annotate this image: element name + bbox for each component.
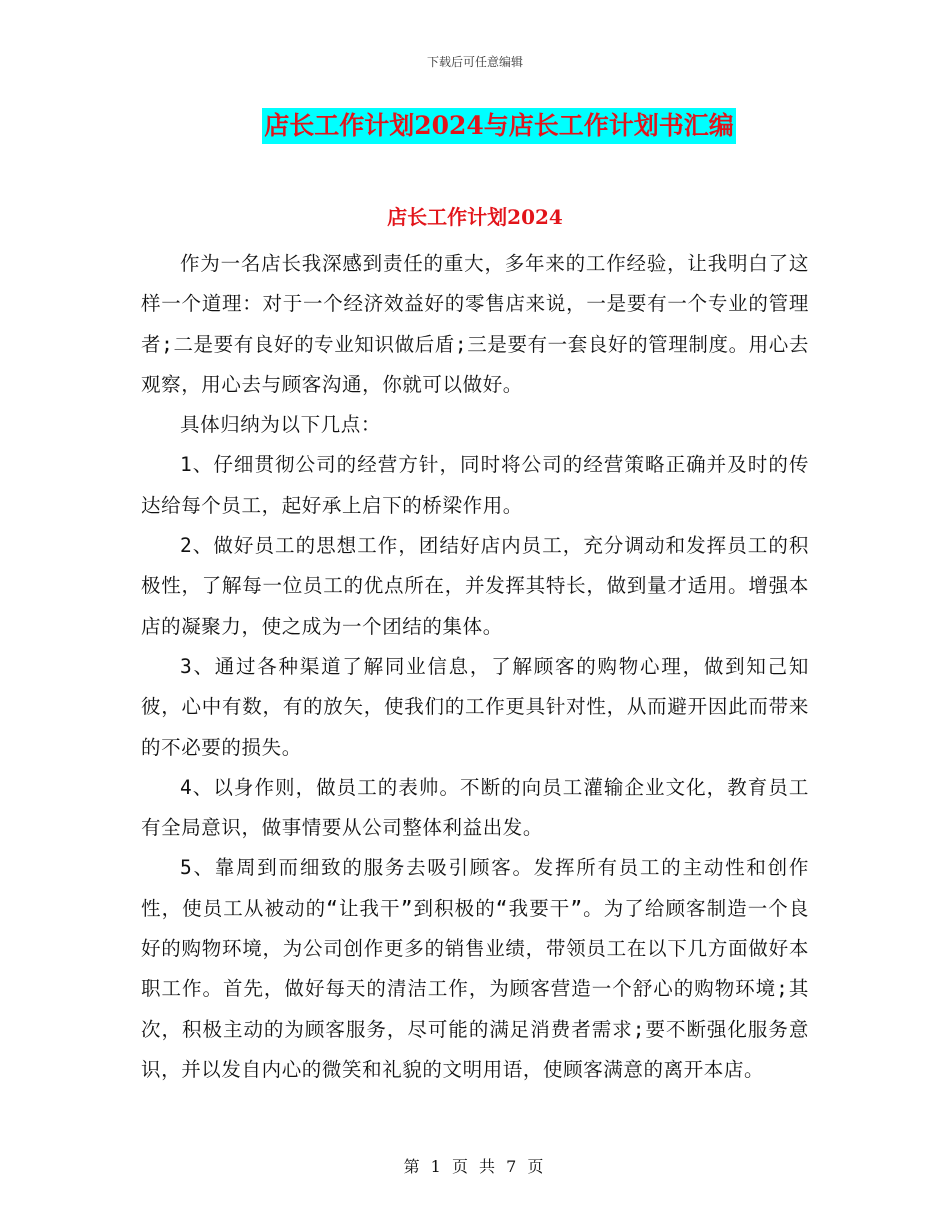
document-title-wrapper [0, 108, 950, 144]
body-paragraph: 作为一名店长我深感到责任的重大，多年来的工作经验，让我明白了这样一个道理：对于一个经济效益好的零售店来说，一是要有一个专业的管理者;二是要有良好的专业知识做后盾;三是要有一套良好的管理制度。用心去观察，用心去与顾客沟通，你就可以做好。 [141, 252, 809, 396]
body-paragraph: 具体归纳为以下几点： [180, 413, 382, 437]
list-item: 2、做好员工的思想工作，团结好店内员工，充分调动和发挥员工的积极性，了解每一位员工的优点所在，并发挥其特长，做到量才适用。增强本店的凝聚力，使之成为一个团结的集体。 [141, 534, 809, 638]
page-header-note: 下载后可任意编辑 [426, 55, 523, 69]
document-body [141, 244, 809, 1090]
list-item: 1、仔细贯彻公司的经营方针，同时将公司的经营策略正确并及时的传达给每个员工，起好承上启下的桥梁作用。 [141, 453, 809, 517]
list-item: 5、靠周到而细致的服务去吸引顾客。发挥所有员工的主动性和创作性，使员工从被动的“让我干”到积极的“我要干”。为了给顾客制造一个良好的购物环境，为公司创作更多的销售业绩，带领员工在以下几方面做好本职工作。首先，做好每天的清洁工作，为顾客营造一个舒心的购物环境;其次，积极主动的为顾客服务，尽可能的满足消费者需求;要不断强化服务意识，并以发自内心的微笑和礼貌的文明用语，使顾客满意的离开本店。 [141, 856, 809, 1081]
list-item: 4、以身作则，做员工的表帅。不断的向员工灌输企业文化，教育员工有全局意识，做事情要从公司整体利益出发。 [141, 775, 809, 840]
list-item: 3、通过各种渠道了解同业信息，了解顾客的购物心理，做到知己知彼，心中有数，有的放矢，使我们的工作更具针对性，从而避开因此而带来的不必要的损失。 [141, 654, 809, 759]
section-title: 店长工作计划2024 [387, 205, 563, 229]
document-title: 店长工作计划2024与店长工作计划书汇编 [262, 108, 736, 144]
page-number-footer: 第 1 页 共 7 页 [403, 1157, 547, 1176]
